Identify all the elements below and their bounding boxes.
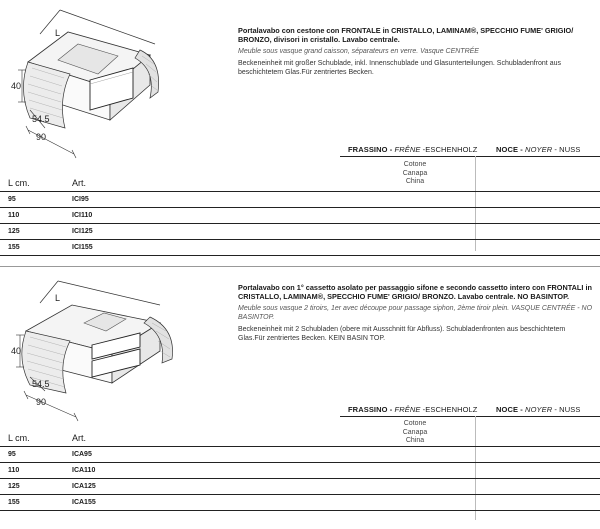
product-description bbox=[238, 283, 594, 343]
colour-canapa: Canapa bbox=[402, 169, 428, 177]
dim-l-label: L bbox=[55, 28, 61, 38]
finish-header-rule bbox=[340, 416, 600, 417]
table-row: 110 ICI110 bbox=[0, 208, 600, 224]
description-german: Beckeneinheit mit 2 Schubladen (obere mit Ausschnitt für Abfluss). Schubladenfronten aus beschichtetem Glas.Für zentriertes Becken. KEIN BASIN TOP. bbox=[238, 326, 566, 342]
dim-width-label: 90 bbox=[36, 397, 47, 407]
description-french: Meuble sous vasque 2 tiroirs, 1er avec découpe pour passage siphon, 2ème tiroir plein. VASQUE CENTRÉE - NO BASINTOP. bbox=[238, 305, 593, 321]
column-header-article: Art. bbox=[72, 178, 87, 188]
column-header-length: L cm. bbox=[8, 178, 30, 188]
finish-header-ash: FRASSINO - FRÊNE -ESCHENHOLZ bbox=[348, 145, 478, 154]
product-description bbox=[238, 26, 594, 77]
finish-header-walnut: NOCE - NOYER - NUSS bbox=[496, 405, 581, 414]
table-row: 155 ICA155 bbox=[0, 495, 600, 511]
column-header-length: L cm. bbox=[8, 433, 30, 443]
product-section-2 bbox=[0, 265, 600, 529]
description-italian: Portalavabo con 1° cassetto asolato per passaggio sifone e secondo cassetto intero con FRONTALI in CRISTALLO, LAMINAM®, SPECCHIO FUME' GRIGIO/ BRONZO. Lavabo centrale. NO BASINTOP. bbox=[238, 283, 592, 301]
dim-height-label: 40 bbox=[11, 81, 22, 91]
table-row: 110 ICA110 bbox=[0, 463, 600, 479]
cabinet-drawing-1 bbox=[0, 0, 230, 160]
finish-header-ash: FRASSINO - FRÊNE -ESCHENHOLZ bbox=[348, 405, 478, 414]
colour-list bbox=[395, 161, 435, 187]
table-row: 125 ICI125 bbox=[0, 224, 600, 240]
table-row: 155 ICI155 bbox=[0, 240, 600, 256]
description-german: Beckeneinheit mit großer Schublade, inkl. Innenschublade und Glasunterteilungen. Schubladenfront aus beschichtetem Glas.Für zentriertes Becken. bbox=[238, 60, 561, 76]
colour-list bbox=[395, 420, 435, 446]
dim-height-label: 40 bbox=[11, 346, 22, 356]
colour-cotone: Cotone bbox=[403, 161, 427, 168]
table-row: 95 ICA95 bbox=[0, 447, 600, 463]
finish-header-rule bbox=[340, 156, 600, 157]
colour-canapa: Canapa bbox=[402, 428, 428, 436]
description-french: Meuble sous vasque grand caisson, séparateurs en verre. Vasque CENTRÉE bbox=[238, 48, 479, 55]
dim-depth-label: 54.5 bbox=[32, 114, 50, 124]
dim-l-label: L bbox=[55, 293, 61, 303]
colour-china: China bbox=[405, 437, 425, 444]
cabinet-drawing-2 bbox=[0, 265, 230, 425]
finish-header-walnut: NOCE - NOYER - NUSS bbox=[496, 145, 581, 154]
colour-cotone: Cotone bbox=[403, 420, 427, 427]
dim-depth-label: 54.5 bbox=[32, 379, 50, 389]
dim-width-label: 90 bbox=[36, 132, 47, 142]
description-italian: Portalavabo con cestone con FRONTALE in CRISTALLO, LAMINAM®, SPECCHIO FUME' GRIGIO/ BRONZO, divisori in cristallo. Lavabo centrale. bbox=[238, 26, 574, 44]
column-header-article: Art. bbox=[72, 433, 87, 443]
table-row: 125 ICA125 bbox=[0, 479, 600, 495]
table-row: 95 ICI95 bbox=[0, 192, 600, 208]
product-section-1 bbox=[0, 0, 600, 262]
colour-china: China bbox=[405, 178, 425, 185]
